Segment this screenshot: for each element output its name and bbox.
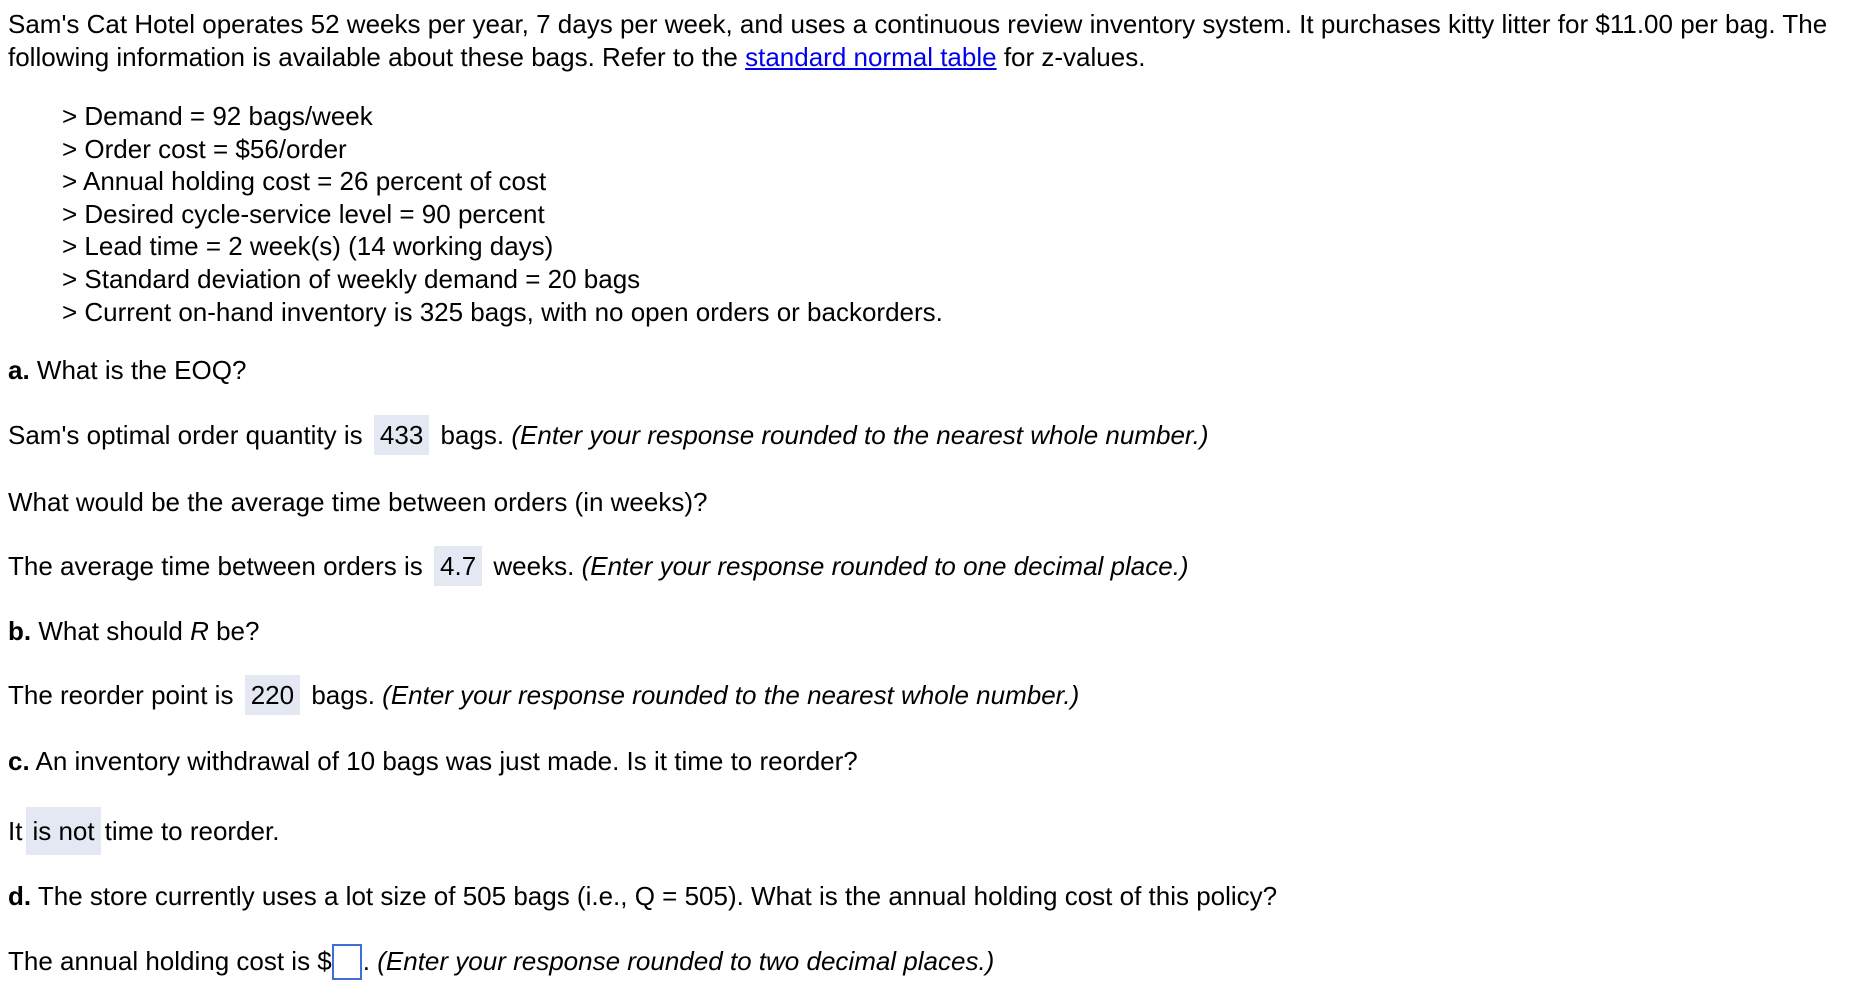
part-a-answer-prefix: Sam's optimal order quantity is	[8, 420, 363, 450]
reorder-decision-dropdown[interactable]: is not	[26, 807, 100, 855]
part-d-question-text: The store currently uses a lot size of 505 bags (i.e., Q = 505). What is the annual holding cost of this policy?	[31, 881, 1278, 911]
part-b-label: b.	[8, 616, 32, 646]
part-a-instruction-2: (Enter your response rounded to one decimal place.)	[581, 551, 1189, 581]
problem-intro	[8, 8, 1858, 74]
given-item-demand: > Demand = 92 bags/week	[62, 101, 373, 131]
part-d-instruction: (Enter your response rounded to two decimal places.)	[377, 946, 995, 976]
part-a-question-text: What is the EOQ?	[29, 355, 247, 385]
part-a-question-2-text: What would be the average time between orders (in weeks)?	[8, 487, 708, 517]
part-a-answer-line-2	[8, 546, 1189, 586]
given-item-std-dev: > Standard deviation of weekly demand = 20 bags	[62, 263, 641, 294]
part-b-question-end: be?	[208, 616, 260, 646]
part-a-question	[8, 354, 246, 386]
given-item-service-level: > Desired cycle-service level = 90 percent	[62, 198, 545, 229]
part-a-answer-suffix: bags.	[440, 420, 505, 450]
reorder-point-field[interactable]: 220	[245, 675, 300, 715]
part-c-question-text: An inventory withdrawal of 10 bags was just made. Is it time to reorder?	[29, 746, 858, 776]
part-a-question-2	[8, 486, 707, 518]
part-c-question	[8, 745, 858, 777]
part-b-variable: R	[190, 616, 209, 646]
part-a-label: a.	[8, 355, 30, 385]
standard-normal-table-link[interactable]: standard normal table	[745, 42, 997, 72]
part-b-answer-line	[8, 675, 1079, 715]
part-b-answer-suffix: bags.	[311, 680, 375, 710]
intro-text: Sam's Cat Hotel operates 52 weeks per year, 7 days per week, and uses a continuous review inventory system. It purchases kitty litter for $11.00 per bag. The following information is available about these bags. Refer to the	[8, 9, 1828, 72]
eoq-answer-field[interactable]: 433	[374, 415, 429, 455]
part-d-answer-line	[8, 944, 994, 980]
time-between-orders-field[interactable]: 4.7	[434, 546, 482, 586]
part-c-answer-prefix: It	[8, 816, 23, 846]
part-a-answer-line	[8, 415, 1208, 455]
given-item-order-cost: > Order cost = $56/order	[62, 133, 347, 164]
part-b-question	[8, 615, 259, 647]
part-a-instruction: (Enter your response rounded to the nearest whole number.)	[511, 420, 1209, 450]
part-c-label: c.	[8, 746, 30, 776]
part-b-question-text: What should	[31, 616, 191, 646]
part-a-answer2-suffix: weeks.	[493, 551, 575, 581]
holding-cost-input[interactable]	[332, 944, 362, 980]
part-c-answer-line	[8, 807, 279, 855]
part-a-answer2-prefix: The average time between orders is	[8, 551, 423, 581]
given-item-lead-time: > Lead time = 2 week(s) (14 working days)	[62, 231, 554, 262]
part-d-label: d.	[8, 881, 32, 911]
given-data-list	[62, 100, 943, 328]
part-c-answer-suffix: time to reorder.	[104, 816, 280, 846]
part-b-answer-prefix: The reorder point is	[8, 680, 234, 710]
part-d-question	[8, 880, 1277, 912]
given-item-on-hand: > Current on-hand inventory is 325 bags, with no open orders or backorders.	[62, 296, 943, 327]
intro-text-end: for z-values.	[996, 42, 1146, 72]
given-item-holding-cost: > Annual holding cost = 26 percent of cost	[62, 166, 547, 197]
part-d-answer-prefix: The annual holding cost is $	[8, 946, 332, 976]
part-d-answer-suffix: .	[362, 946, 371, 976]
part-b-instruction: (Enter your response rounded to the nearest whole number.)	[382, 680, 1080, 710]
